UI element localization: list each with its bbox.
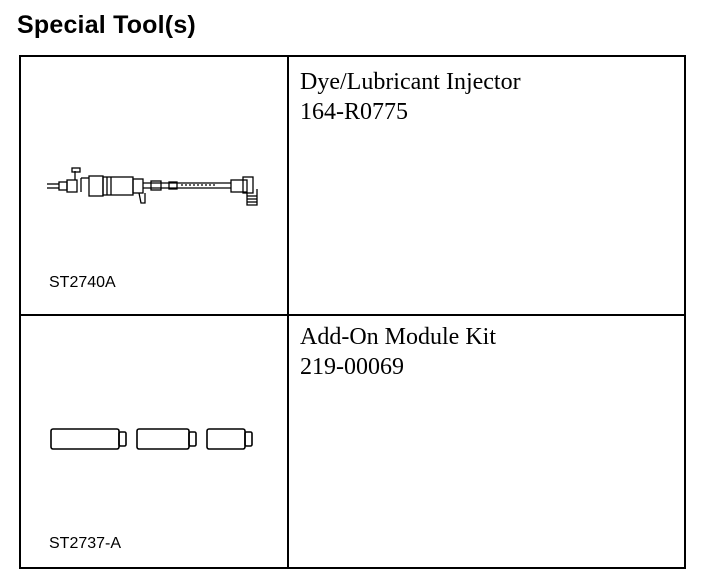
tool-image-cell	[21, 57, 287, 314]
tool-part-number: 164-R0775	[300, 99, 408, 125]
tool-row	[21, 57, 684, 314]
tool-part-number: 219-00069	[300, 354, 404, 380]
special-tools-table	[19, 55, 686, 569]
tool-code-label: ST2737-A	[49, 535, 122, 552]
tool-name: Add-On Module Kit	[300, 324, 496, 350]
module-kit-icon	[49, 424, 259, 454]
tool-description-cell	[289, 316, 684, 573]
tool-description-cell	[289, 57, 684, 314]
tool-code-label: ST2740A	[49, 274, 116, 291]
tool-name: Dye/Lubricant Injector	[300, 69, 521, 95]
dye-injector-icon	[45, 165, 261, 213]
page-title: Special Tool(s)	[17, 11, 196, 39]
tool-row	[21, 316, 684, 573]
tool-image-cell	[21, 316, 287, 573]
